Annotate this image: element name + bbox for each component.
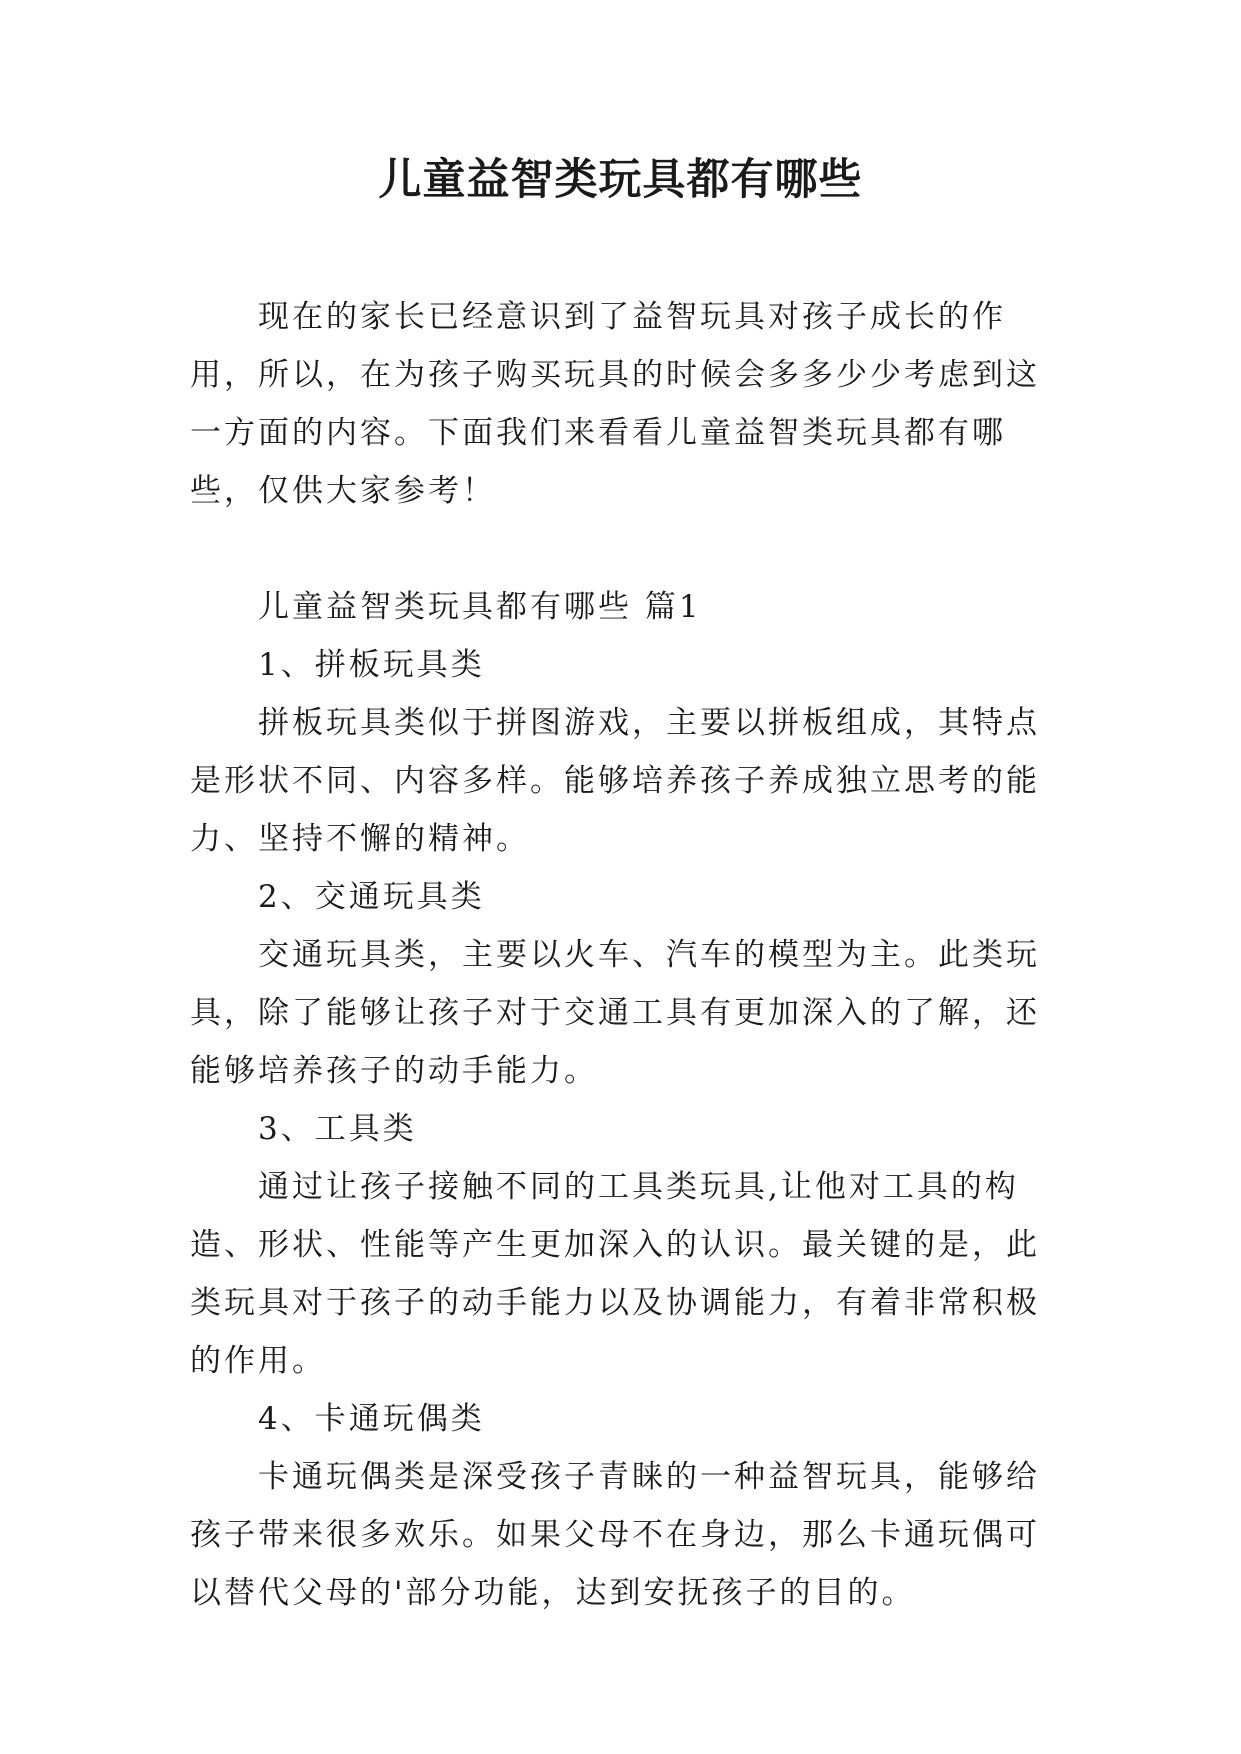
paragraph-spacer <box>190 520 1070 578</box>
item-paragraph: 卡通玩偶类是深受孩子青睐的一种益智玩具，能够给孩子带来很多欢乐。如果父母不在身边，那么卡通玩偶可以替代父母的'部分功能，达到安抚孩子的目的。 <box>190 1459 1040 1611</box>
item-heading: 3、工具类 <box>258 1111 417 1147</box>
item-heading: 1、拼板玩具类 <box>258 647 485 683</box>
document-title: 儿童益智类玩具都有哪些 <box>378 155 863 205</box>
item-paragraph: 交通玩具类，主要以火车、汽车的模型为主。此类玩具，除了能够让孩子对于交通工具有更加深入的了解，还能够培养孩子的动手能力。 <box>190 937 1040 1089</box>
item-heading: 2、交通玩具类 <box>258 879 485 915</box>
item-paragraph: 通过让孩子接触不同的工具类玩具,让他对工具的构造、形状、性能等产生更加深入的认识。最关键的是，此类玩具对于孩子的动手能力以及协调能力，有着非常积极的作用。 <box>190 1169 1040 1379</box>
item-heading: 4、卡通玩偶类 <box>258 1401 485 1437</box>
section-title: 儿童益智类玩具都有哪些 篇1 <box>258 589 702 625</box>
intro-paragraph: 现在的家长已经意识到了益智玩具对孩子成长的作用，所以，在为孩子购买玩具的时候会多多少少考虑到这一方面的内容。下面我们来看看儿童益智类玩具都有哪些，仅供大家参考！ <box>190 299 1040 509</box>
item-paragraph: 拼板玩具类似于拼图游戏，主要以拼板组成，其特点是形状不同、内容多样。能够培养孩子养成独立思考的能力、坚持不懈的精神。 <box>190 705 1040 857</box>
document-body <box>190 288 1070 1622</box>
